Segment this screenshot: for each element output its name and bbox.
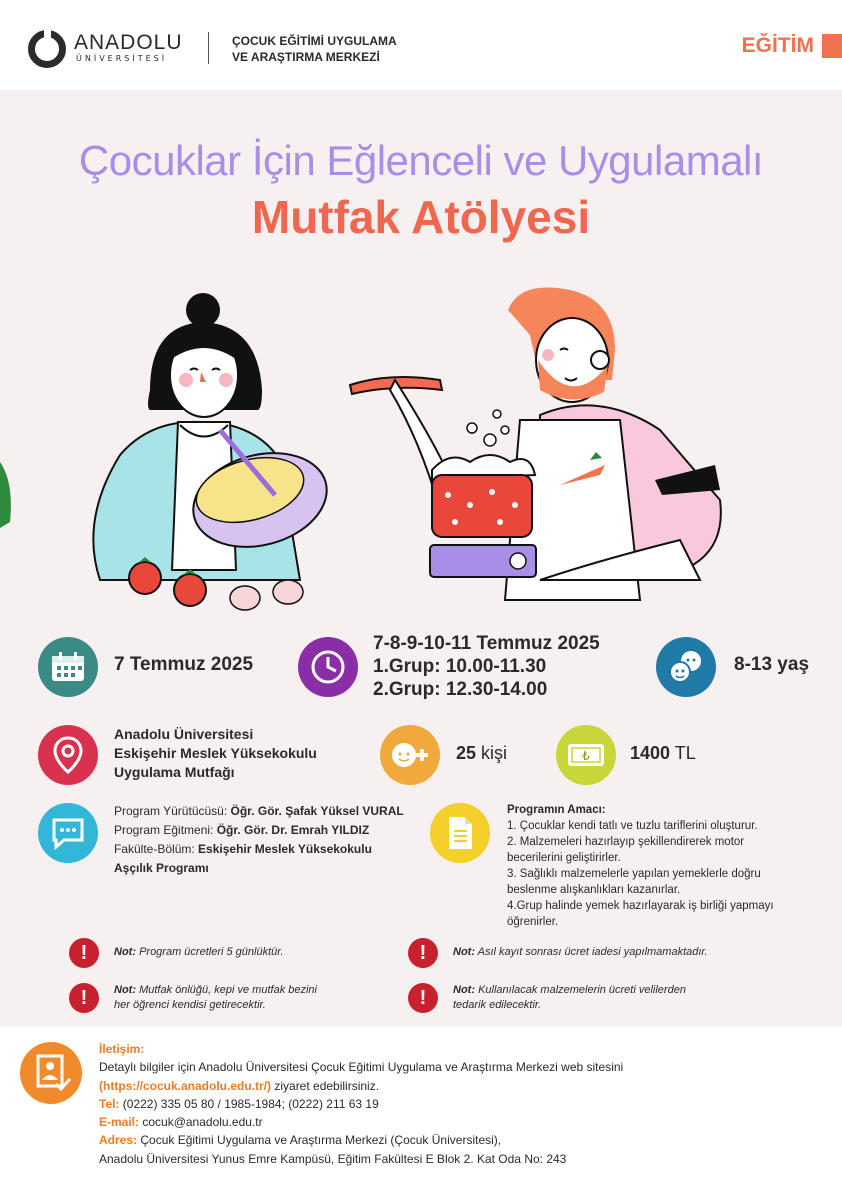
- group2-time: 2.Grup: 12.30-14.00: [373, 679, 548, 700]
- faculty-program: Aşçılık Programı: [114, 861, 209, 875]
- event-date: 7 Temmuz 2025: [114, 654, 254, 675]
- document-icon: [430, 803, 490, 863]
- address-line1: Çocuk Eğitimi Uygulama ve Araştırma Merkezi (Çocuk Üniversitesi),: [137, 1133, 502, 1148]
- price-unit: TL: [674, 743, 696, 763]
- address-line2: Anadolu Üniversitesi Yunus Emre Kampüsü, Eğitim Fakültesi E Blok 2. Kat Oda No: 243: [99, 1151, 567, 1166]
- aims-item: 4.Grup halinde yemek hazırlayarak iş birliği yapmayı: [507, 900, 774, 912]
- aims-heading: Programın Amacı:: [507, 804, 606, 816]
- girl-illustration: [93, 293, 337, 610]
- logo-subtitle: ÜNİVERSİTESİ: [76, 54, 168, 63]
- contact-block: [99, 1040, 799, 1168]
- title-line2: Mutfak Atölyesi: [251, 191, 591, 243]
- email-value[interactable]: cocuk@anadolu.edu.tr: [139, 1115, 263, 1130]
- center-name-line1: ÇOCUK EĞİTİMİ UYGULAMA: [232, 34, 397, 48]
- contact-card-icon: [20, 1042, 82, 1104]
- note-2: [453, 945, 708, 960]
- aims-item: 1. Çocuklar kendi tatlı ve tuzlu tariflerini oluşturur.: [507, 820, 758, 832]
- capacity-number: 25: [456, 743, 477, 763]
- clock-icon: [298, 637, 358, 697]
- location-pin-icon: [38, 725, 98, 785]
- note-3-text-cont: her öğrenci kendisi getirecektir.: [114, 999, 266, 1011]
- cooking-illustration: [0, 280, 842, 620]
- note-label: Not:: [114, 946, 136, 958]
- note-3: [114, 983, 317, 1013]
- contact-tel: [99, 1095, 799, 1113]
- trainer-row: [114, 821, 404, 840]
- contact-heading: İletişim:: [99, 1042, 145, 1056]
- chat-bubble-icon: [38, 803, 98, 863]
- contact-email: [99, 1113, 799, 1131]
- location-block: [114, 725, 317, 782]
- price: [630, 743, 696, 764]
- note-2-text: Asıl kayıt sonrası ücret iadesi yapılmamaktadır.: [477, 946, 708, 958]
- staff-block: [114, 802, 404, 878]
- logo-name: ANADOLU: [74, 31, 183, 54]
- trainer-name: Öğr. Gör. Dr. Emrah YILDIZ: [216, 823, 370, 837]
- website-link[interactable]: (https://cocuk.anadolu.edu.tr/): [99, 1078, 272, 1093]
- faculty-name: Eskişehir Meslek Yüksekokulu: [198, 842, 372, 856]
- location-line2: Eskişehir Meslek Yüksekokulu: [114, 745, 317, 761]
- anadolu-logo-icon: [28, 30, 66, 68]
- email-label: E-mail:: [99, 1115, 140, 1130]
- note-4-text: Kullanılacak malzemelerin ücreti velilerden: [478, 984, 686, 996]
- schedule-days: 7-8-9-10-11 Temmuz 2025: [373, 633, 600, 654]
- exclamation-icon: !: [408, 938, 438, 968]
- header-divider: [208, 32, 209, 64]
- capacity-unit: kişi: [481, 743, 508, 763]
- category-marker: [822, 34, 842, 58]
- address-label: Adres:: [99, 1133, 138, 1148]
- exclamation-icon: !: [69, 938, 99, 968]
- faculty-row2: [114, 859, 404, 878]
- calendar-icon: [38, 637, 98, 697]
- capacity: [456, 743, 507, 764]
- group1-time: 1.Grup: 10.00-11.30: [373, 656, 547, 677]
- aims-item: becerilerini geliştirirler.: [507, 852, 621, 864]
- note-1: [114, 945, 284, 960]
- contact-address: [99, 1131, 799, 1149]
- note-label: Not:: [114, 984, 136, 996]
- coordinator-name: Öğr. Gör. Şafak Yüksel VURAL: [230, 804, 404, 818]
- price-number: 1400: [630, 743, 671, 763]
- note-label: Not:: [453, 984, 475, 996]
- note-1-text: Program ücretleri 5 günlüktür.: [139, 946, 284, 958]
- children-faces-icon: [656, 637, 716, 697]
- note-3-text: Mutfak önlüğü, kepi ve mutfak bezini: [139, 984, 317, 996]
- coordinator-row: [114, 802, 404, 821]
- aims-item: 3. Sağlıklı malzemelerle yapılan yemeklerle doğru: [507, 868, 761, 880]
- aims-item: öğrenirler.: [507, 916, 559, 928]
- contact-line1: Detaylı bilgiler için Anadolu Üniversitesi Çocuk Eğitimi Uygulama ve Araştırma Merkezi web sitesini: [99, 1060, 624, 1075]
- tel-label: Tel:: [99, 1096, 120, 1111]
- schedule-block: [373, 632, 600, 701]
- category-label: EĞİTİM: [741, 34, 814, 57]
- center-name-line2: VE ARAŞTIRMA MERKEZİ: [232, 50, 380, 64]
- tel-value: (0222) 335 05 80 / 1985-1984; (0222) 211 63 19: [119, 1096, 379, 1111]
- aims-item: 2. Malzemeleri hazırlayıp şekillendirerek motor: [507, 836, 745, 848]
- faculty-label: Fakülte-Bölüm:: [114, 842, 195, 856]
- exclamation-icon: !: [408, 983, 438, 1013]
- coordinator-label: Program Yürütücüsü:: [114, 804, 228, 818]
- location-line3: Uygulama Mutfağı: [114, 764, 235, 780]
- note-4: [453, 983, 686, 1013]
- center-name: [232, 33, 452, 65]
- title-line1: Çocuklar İçin Eğlenceli ve Uygulamalı: [78, 137, 764, 184]
- contact-line2-rest: ziyaret edebilirsiniz.: [271, 1078, 380, 1093]
- aims-block: [507, 802, 812, 930]
- age-range: 8-13 yaş: [734, 654, 810, 675]
- exclamation-icon: !: [69, 983, 99, 1013]
- lira-banknote-icon: [556, 725, 616, 785]
- faculty-row: [114, 840, 404, 859]
- trainer-label: Program Eğitmeni:: [114, 823, 214, 837]
- svg-text:₺: ₺: [582, 749, 590, 763]
- contact-line2: [99, 1077, 799, 1095]
- add-person-icon: [380, 725, 440, 785]
- aims-item: beslenme alışkanlıkları kazanırlar.: [507, 884, 681, 896]
- note-label: Not:: [453, 946, 475, 958]
- chef-illustration: [350, 288, 721, 601]
- location-line1: Anadolu Üniversitesi: [114, 726, 254, 742]
- note-4-text-cont: tedarik edilecektir.: [453, 999, 542, 1011]
- header: [0, 0, 842, 90]
